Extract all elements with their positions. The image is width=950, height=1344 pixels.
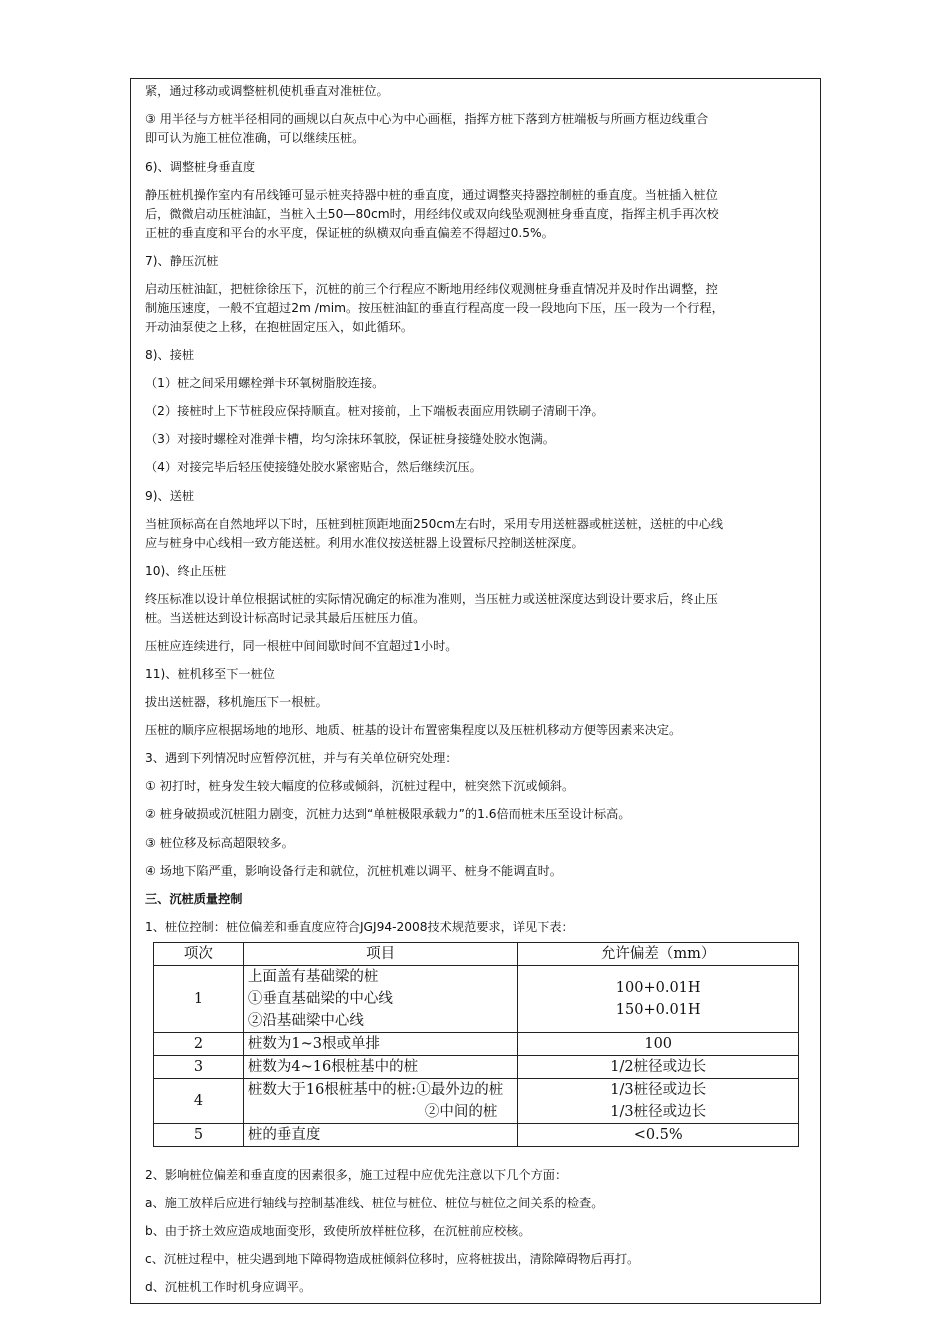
text-line: 应与桩身中心线相一致方能送桩。利用水准仪按送桩器上设置标尺控制送桩深度。 (145, 536, 584, 550)
cell-item-line: 桩数大于16根桩基中的桩:①最外边的桩 (247, 1082, 504, 1098)
table-header-row (154, 943, 799, 966)
header-no: 项次 (154, 943, 244, 966)
cell-tolerance-line: 1/3桩径或边长 (610, 1082, 707, 1098)
table-row (154, 1033, 799, 1056)
list-item: （1）桩之间采用螺栓弹卡环氧树脂胶连接。 (145, 376, 385, 390)
section-heading: 9)、送桩 (145, 489, 195, 503)
cell-item-line: ②中间的桩 (424, 1104, 498, 1120)
list-item: b、由于挤土效应造成地面变形，致使所放样桩位移，在沉桩前应校核。 (145, 1224, 531, 1238)
list-item: d、沉桩机工作时机身应调平。 (145, 1280, 312, 1294)
text-line: 启动压桩油缸，把桩徐徐压下，沉桩的前三个行程应不断地用经纬仪观测桩身垂直情况并及时作出调整，控 (145, 282, 718, 296)
cell-item: 桩数为4~16根桩基中的桩 (243, 1056, 518, 1079)
cell-tolerance: 1/2桩径或边长 (518, 1056, 799, 1079)
header-item: 项目 (243, 943, 518, 966)
list-item: ③ 桩位移及标高超限较多。 (145, 836, 294, 850)
text-line: 即可认为施工桩位准确，可以继续压桩。 (145, 131, 365, 145)
table-row (154, 1056, 799, 1079)
text-line: 制施压速度，一般不宜超过2m /mim。按压桩油缸的垂直行程高度一段一段地向下压，压一段为一个行程， (145, 301, 724, 315)
section-heading: 6)、调整桩身垂直度 (145, 160, 256, 174)
chapter-heading: 三、沉桩质量控制 (145, 892, 243, 906)
text-line: 3、遇到下列情况时应暂停沉桩，并与有关单位研究处理： (145, 751, 458, 765)
section-heading: 7)、静压沉桩 (145, 254, 219, 268)
text-line: ③ 用半径与方桩半径相同的画规以白灰点中心为中心画框，指挥方桩下落到方桩端板与所画方框边线重合 (145, 112, 709, 126)
text-line: 正桩的垂直度和平台的水平度，保证桩的纵横双向垂直偏差不得超过0.5%。 (145, 226, 554, 240)
cell-tolerance: <0.5% (518, 1124, 799, 1147)
list-item: （3）对接时螺栓对准弹卡槽，均匀涂抹环氧胶，保证桩身接缝处胶水饱满。 (145, 432, 555, 446)
cell-no: 4 (154, 1079, 244, 1124)
text-line: 静压桩机操作室内有吊线锤可显示桩夹持器中桩的垂直度，通过调整夹持器控制桩的垂直度。当桩插入桩位 (145, 188, 718, 202)
tolerance-table (153, 942, 799, 1147)
section-heading: 10)、终止压桩 (145, 564, 227, 578)
list-item: （4）对接完毕后轻压使接缝处胶水紧密贴合，然后继续沉压。 (145, 460, 482, 474)
cell-item: 桩的垂直度 (243, 1124, 518, 1147)
cell-tolerance (518, 1079, 799, 1124)
table-row (154, 1079, 799, 1124)
cell-item: 桩数为1~3根或单排 (243, 1033, 518, 1056)
text-line: 桩。当送桩达到设计标高时记录其最后压桩压力值。 (145, 611, 426, 625)
cell-item-line: ②沿基础梁中心线 (247, 1013, 364, 1029)
text-line: 当桩顶标高在自然地坪以下时，压桩到桩顶距地面250cm左右时，采用专用送桩器或桩送桩，送桩的中心线 (145, 517, 724, 531)
list-item: c、沉桩过程中，桩尖遇到地下障碍物造成桩倾斜位移时，应将桩拔出，清除障碍物后再打。 (145, 1252, 640, 1266)
table-row (154, 966, 799, 1033)
cell-item (243, 966, 518, 1033)
text-line: 紧，通过移动或调整桩机使机垂直对准桩位。 (145, 84, 389, 98)
text-line: 压桩应连续进行，同一根桩中间间歇时间不宜超过1小时。 (145, 639, 458, 653)
cell-no: 1 (154, 966, 244, 1033)
cell-tolerance: 100 (518, 1033, 799, 1056)
table-row (154, 1124, 799, 1147)
list-item: （2）接桩时上下节桩段应保持顺直。桩对接前，上下端板表面应用铁刷子清刷干净。 (145, 404, 604, 418)
list-item: ④ 场地下陷严重，影响设备行走和就位，沉桩机难以调平、桩身不能调直时。 (145, 864, 562, 878)
list-item: ② 桩身破损或沉桩阻力剧变，沉桩力达到“单桩极限承载力”的1.6倍而桩未压至设计标高。 (145, 807, 631, 821)
text-line: 开动油泵使之上移，在抱桩固定压入，如此循环。 (145, 320, 414, 334)
text-line: 后，微微启动压桩油缸，当桩入土50—80cm时，用经纬仪或双向线坠观测桩身垂直度，指挥主机手再次校 (145, 207, 719, 221)
section-heading: 8)、接桩 (145, 348, 195, 362)
text-line: 2、影响桩位偏差和垂直度的因素很多，施工过程中应优先注意以下几个方面： (145, 1168, 568, 1182)
cell-no: 2 (154, 1033, 244, 1056)
text-line: 终压标准以设计单位根据试桩的实际情况确定的标准为准则，当压桩力或送桩深度达到设计要求后，终止压 (145, 592, 718, 606)
section-heading: 11)、桩机移至下一桩位 (145, 667, 275, 681)
cell-tolerance-line: 1/3桩径或边长 (610, 1104, 707, 1120)
cell-item-line: 上面盖有基础梁的桩 (247, 969, 379, 985)
text-line: 1、桩位控制：桩位偏差和垂直度应符合JGJ94-2008技术规范要求，详见下表： (145, 920, 574, 934)
cell-tolerance-line: 150+0.01H (615, 1002, 701, 1018)
cell-tolerance (518, 966, 799, 1033)
list-item: ① 初打时，桩身发生较大幅度的位移或倾斜，沉桩过程中，桩突然下沉或倾斜。 (145, 779, 575, 793)
cell-item-line: ①垂直基础梁的中心线 (247, 991, 393, 1007)
cell-no: 3 (154, 1056, 244, 1079)
list-item: a、施工放样后应进行轴线与控制基准线、桩位与桩位、桩位与桩位之间关系的检查。 (145, 1196, 604, 1210)
header-tolerance: 允许偏差（mm） (518, 943, 799, 966)
cell-tolerance-line: 100+0.01H (615, 980, 701, 996)
text-line: 拔出送桩器，移机施压下一根桩。 (145, 695, 328, 709)
cell-item (243, 1079, 518, 1124)
text-line: 压桩的顺序应根据场地的地形、地质、桩基的设计布置密集程度以及压桩机移动方便等因素来决定。 (145, 723, 682, 737)
cell-no: 5 (154, 1124, 244, 1147)
